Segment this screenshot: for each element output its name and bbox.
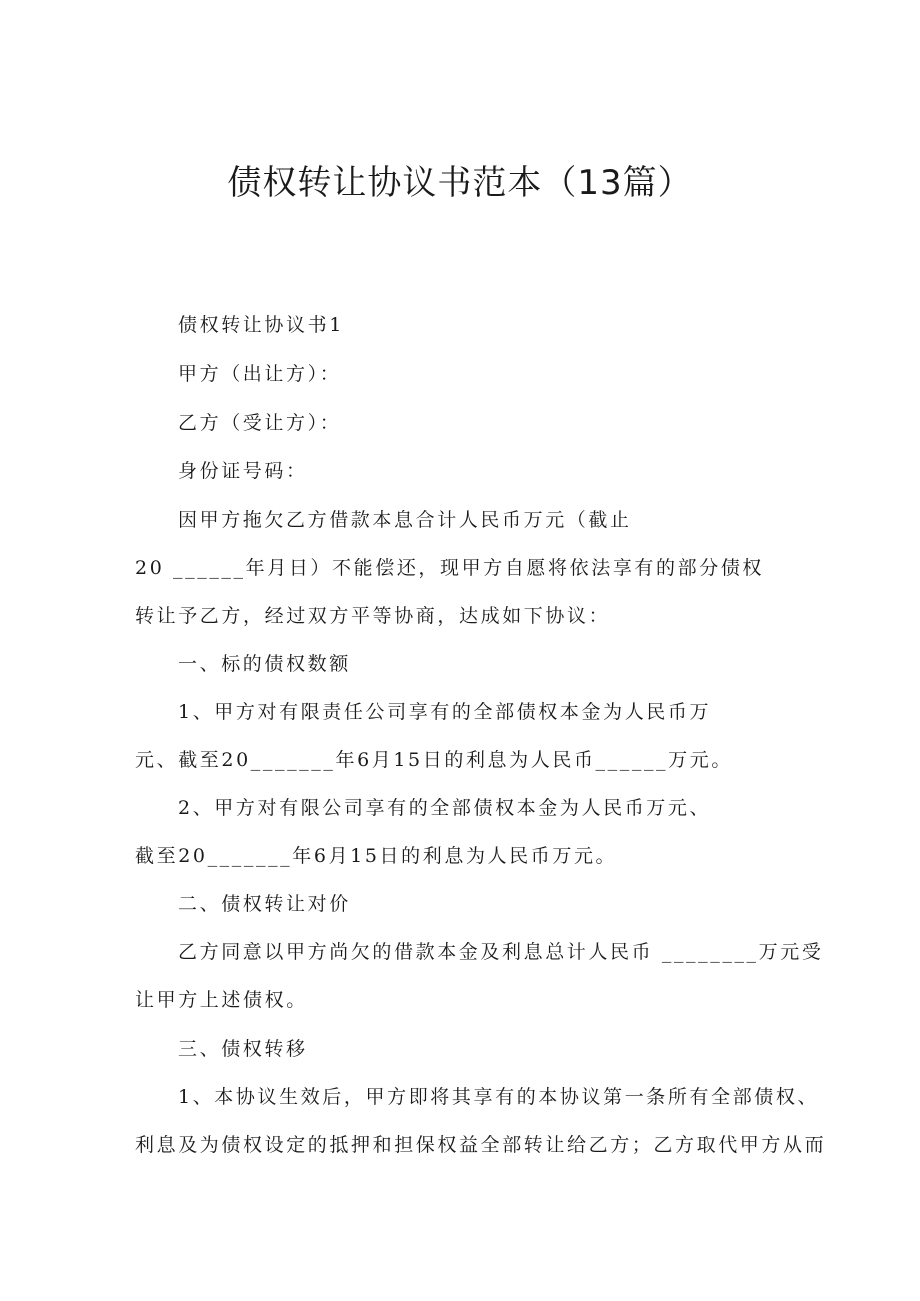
paragraph-line: 2、甲方对有限公司享有的全部债权本金为人民币万元、	[178, 797, 712, 819]
paragraph-line: 1、本协议生效后，甲方即将其享有的本协议第一条所有全部债权、	[178, 1086, 820, 1108]
party-a-label: 甲方（出让方）：	[178, 363, 342, 385]
paragraph-line: 20 ______年月日）不能偿还，现甲方自愿将依法享有的部分债权	[135, 557, 765, 579]
paragraph-line: 乙方同意以甲方尚欠的借款本金及利息总计人民币 ________万元受	[178, 941, 824, 963]
paragraph-line: 截至20_______年6月15日的利息为人民币万元。	[135, 845, 618, 867]
paragraph-line: 转让予乙方，经过双方平等协商，达成如下协议：	[135, 605, 611, 627]
paragraph-line: 让甲方上述债权。	[135, 989, 308, 1011]
section-heading-consideration: 二、债权转让对价	[178, 893, 351, 915]
section-heading-claim-amount: 一、标的债权数额	[178, 653, 351, 675]
party-b-label: 乙方（受让方）：	[178, 412, 342, 434]
section-heading-agreement-1: 债权转让协议书1	[178, 314, 344, 336]
document-title: 债权转让协议书范本（13篇）	[227, 163, 693, 203]
section-heading-transfer: 三、债权转移	[178, 1038, 308, 1060]
id-number-label: 身份证号码：	[178, 460, 308, 482]
paragraph-line: 1、甲方对有限责任公司享有的全部债权本金为人民币万	[178, 701, 712, 723]
paragraph-line: 元、截至20_______年6月15日的利息为人民币______万元。	[135, 749, 733, 771]
paragraph-line: 利息及为债权设定的抵押和担保权益全部转让给乙方；乙方取代甲方从而	[135, 1134, 827, 1156]
paragraph-line: 因甲方拖欠乙方借款本息合计人民币万元（截止	[178, 509, 632, 531]
